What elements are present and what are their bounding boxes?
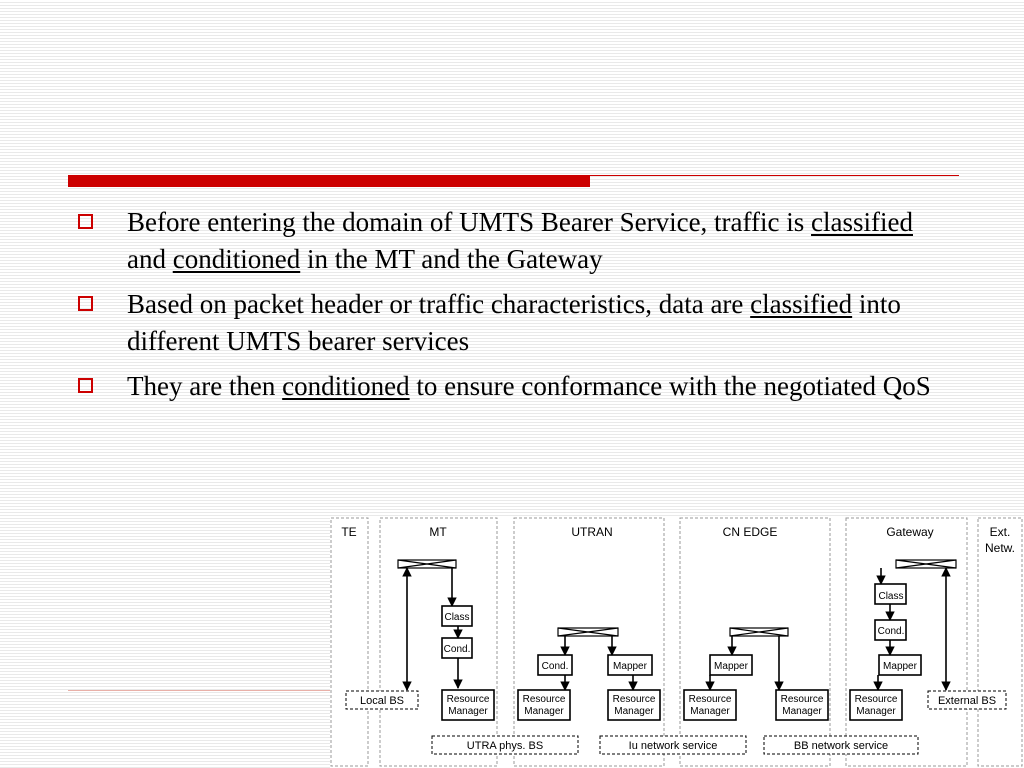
rm-label-line2: Manager <box>448 706 488 717</box>
bullet-text <box>127 371 931 401</box>
title-rule-thin <box>590 175 959 176</box>
cn-edge-mapper-label: Mapper <box>714 661 748 672</box>
diagram-svg <box>330 516 1024 768</box>
gateway-panel <box>846 518 967 766</box>
underlined-term: classified <box>811 207 913 237</box>
rm-label-line2: Manager <box>856 706 896 717</box>
mt-cond-label: Cond. <box>443 644 471 655</box>
rm-label-line1: Resource <box>522 694 566 705</box>
underlined-term: conditioned <box>172 244 301 274</box>
bullet-text-segment: Based on packet header or traffic characteristics, data are <box>127 289 751 319</box>
square-bullet-icon <box>78 214 93 229</box>
utra-phys-bs-label: UTRA phys. BS <box>466 740 544 752</box>
rm-label-line2: Manager <box>782 706 822 717</box>
qos-architecture-diagram <box>330 516 1024 768</box>
rm-label-line2: Manager <box>524 706 564 717</box>
iu-network-service-label: Iu network service <box>628 740 718 752</box>
te-panel <box>331 518 368 766</box>
ext-netw-panel <box>978 518 1022 766</box>
bullet-item <box>76 286 956 360</box>
bullet-text-segment: and <box>127 244 173 274</box>
component-labels <box>444 591 918 717</box>
bullet-text-segment: Before entering the domain of UMTS Bearer Service, traffic is <box>127 207 812 237</box>
bridge-symbols <box>398 560 956 636</box>
rm-label-line2: Manager <box>614 706 654 717</box>
connectors <box>407 568 946 690</box>
rm-label-line1: Resource <box>780 694 824 705</box>
bullet-text-segment: in the MT and the Gateway <box>300 244 603 274</box>
square-bullet-icon <box>78 378 93 393</box>
cn-edge-label: CN EDGE <box>722 525 778 539</box>
bullet-text <box>127 207 913 274</box>
bullet-text-segment: They are then <box>127 371 283 401</box>
gateway-cond-label: Cond. <box>877 626 905 637</box>
title-rule-thick <box>68 175 590 187</box>
utran-cond-label: Cond. <box>541 661 569 672</box>
underlined-term: classified <box>750 289 853 319</box>
mt-class-label: Class <box>444 612 470 623</box>
utran-mapper-label: Mapper <box>613 661 647 672</box>
rm-label-line2: Manager <box>690 706 730 717</box>
gateway-mapper-label: Mapper <box>883 661 917 672</box>
bullet-text <box>127 289 901 356</box>
local-bs-label: Local BS <box>359 695 405 707</box>
rm-label-line1: Resource <box>446 694 490 705</box>
footer-rule <box>68 690 338 691</box>
domain-panels <box>331 518 1022 766</box>
ext-label: Ext. <box>989 525 1011 539</box>
mt-label: MT <box>429 525 447 539</box>
bullet-list <box>76 204 956 413</box>
underlined-term: conditioned <box>282 371 410 401</box>
utran-panel <box>514 518 664 766</box>
rm-label-line1: Resource <box>854 694 898 705</box>
bullet-item <box>76 204 956 278</box>
bullet-item <box>76 368 956 405</box>
bullet-text-segment: to ensure conformance with the negotiated QoS <box>409 371 931 401</box>
utran-label: UTRAN <box>571 525 613 539</box>
square-bullet-icon <box>78 296 93 311</box>
cn-edge-panel <box>680 518 830 766</box>
rm-label-line1: Resource <box>688 694 732 705</box>
te-label: TE <box>341 525 357 539</box>
external-bs-label: External BS <box>937 695 997 707</box>
gateway-class-label: Class <box>878 591 904 602</box>
rm-label-line1: Resource <box>612 694 656 705</box>
bullet-text-segment: into different UMTS bearer services <box>127 289 901 356</box>
mt-panel <box>380 518 497 766</box>
bb-network-service-label: BB network service <box>793 740 889 752</box>
gateway-label: Gateway <box>886 525 934 539</box>
netw-label: Netw. <box>984 541 1016 555</box>
